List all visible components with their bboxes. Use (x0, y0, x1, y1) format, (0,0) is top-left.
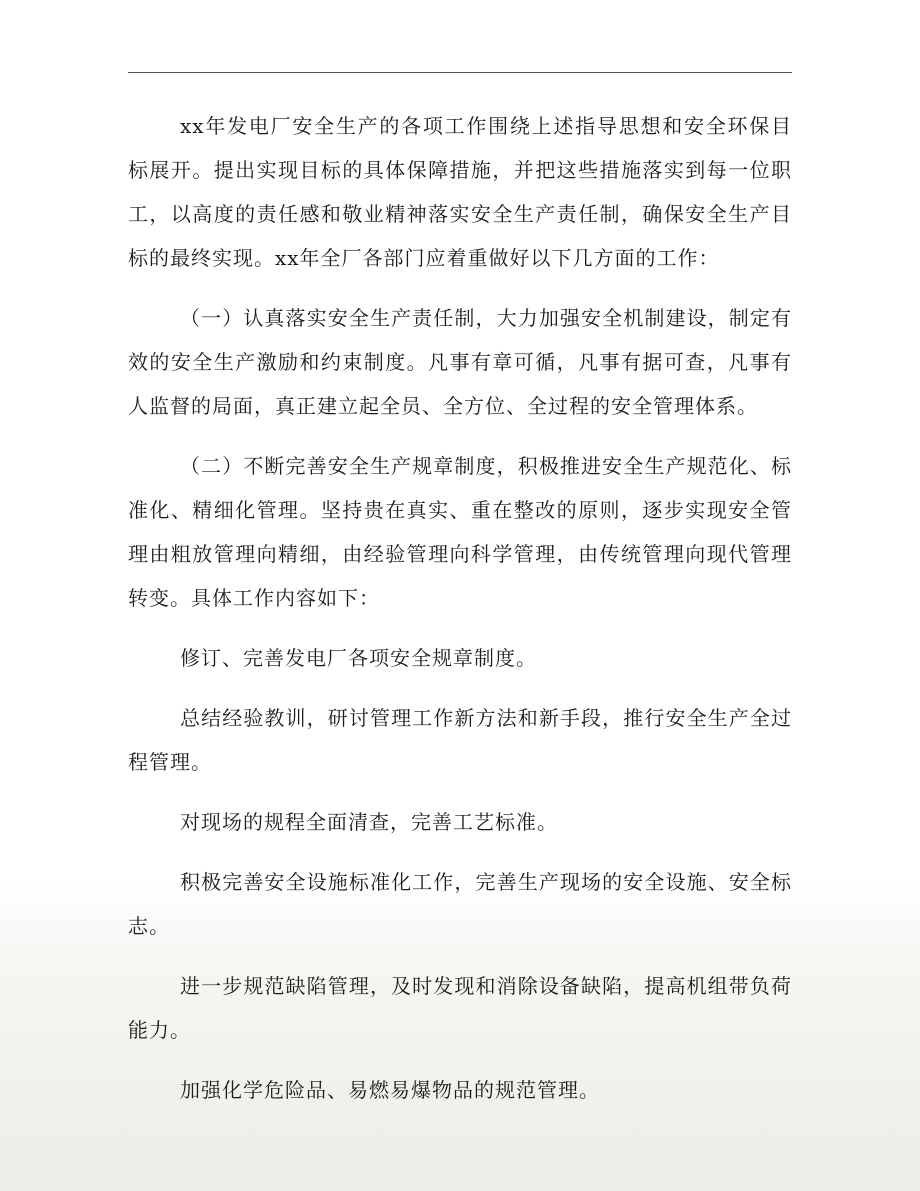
list-item-review-procedures: 对现场的规程全面清查，完善工艺标准。 (180, 810, 558, 834)
paragraph-section-1: （一）认真落实安全生产责任制，大力加强安全机制建设，制定有效的安全生产激励和约束制度。凡事有章可循，凡事有据可查，凡事有人监督的局面，真正建立起全员、全方位、全过程的安全管理体系。 (128, 306, 792, 418)
list-item-revise-rules: 修订、完善发电厂各项安全规章制度。 (180, 646, 537, 670)
list-item-hazardous-materials: 加强化学危险品、易燃易爆物品的规范管理。 (180, 1078, 600, 1102)
list-item-defect-management: 进一步规范缺陷管理，及时发现和消除设备缺陷，提高机组带负荷能力。 (128, 974, 792, 1042)
paragraph-section-2: （二）不断完善安全生产规章制度，积极推进安全生产规范化、标准化、精细化管理。坚持贵在真实、重在整改的原则，逐步实现安全管理由粗放管理向精细，由经验管理向科学管理，由传统管理向现代管理转变。具体工作内容如下： (128, 454, 792, 610)
header-divider (128, 72, 792, 73)
list-item-safety-facilities: 积极完善安全设施标准化工作，完善生产现场的安全设施、安全标志。 (128, 870, 792, 938)
list-item-summarize-experience: 总结经验教训，研讨管理工作新方法和新手段，推行安全生产全过程管理。 (128, 706, 792, 774)
document-body (128, 104, 792, 1128)
paragraph-intro: xx年发电厂安全生产的各项工作围绕上述指导思想和安全环保目标展开。提出实现目标的具体保障措施，并把这些措施落实到每一位职工，以高度的责任感和敬业精神落实安全生产责任制，确保安全生产目标的最终实现。xx年全厂各部门应着重做好以下几方面的工作： (128, 114, 792, 270)
